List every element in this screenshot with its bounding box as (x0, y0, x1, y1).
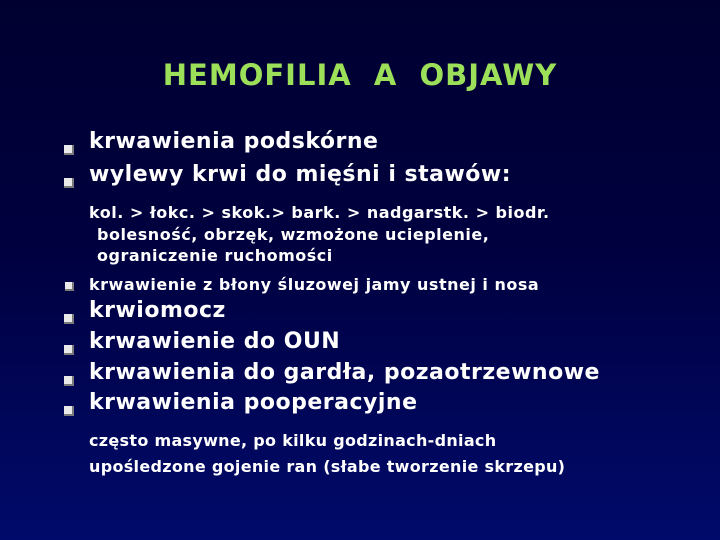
bullet-item-text: krwiomocz (89, 298, 226, 323)
note-line: często masywne, po kilku godzinach-dniach (89, 431, 497, 450)
square-bullet-icon (64, 406, 74, 416)
square-bullet-icon (64, 145, 74, 155)
detail-line: ograniczenie ruchomości (97, 246, 333, 265)
square-bullet-icon (65, 282, 74, 291)
bullet-item-text: krwawienia podskórne (89, 129, 379, 154)
bullet-item-text: krwawienie z błony śluzowej jamy ustnej i nosa (89, 275, 540, 294)
slide-title: HEMOFILIA A OBJAWY (162, 58, 558, 92)
detail-line: bolesność, obrzęk, wzmożone ucieplenie, (97, 225, 490, 244)
bullet-item-text: wylewy krwi do mięśni i stawów: (89, 162, 512, 187)
bullet-item-text: krwawienia pooperacyjne (89, 390, 418, 415)
square-bullet-icon (64, 178, 74, 188)
square-bullet-icon (64, 345, 74, 355)
square-bullet-icon (64, 314, 74, 324)
bullet-item-text: krwawienie do OUN (89, 329, 341, 354)
square-bullet-icon (64, 376, 74, 386)
detail-line: kol. > łokc. > skok.> bark. > nadgarstk. > biodr. (89, 203, 550, 222)
note-line: upośledzone gojenie ran (słabe tworzenie skrzepu) (89, 457, 566, 476)
bullet-item-text: krwawienia do gardła, pozaotrzewnowe (89, 360, 600, 385)
